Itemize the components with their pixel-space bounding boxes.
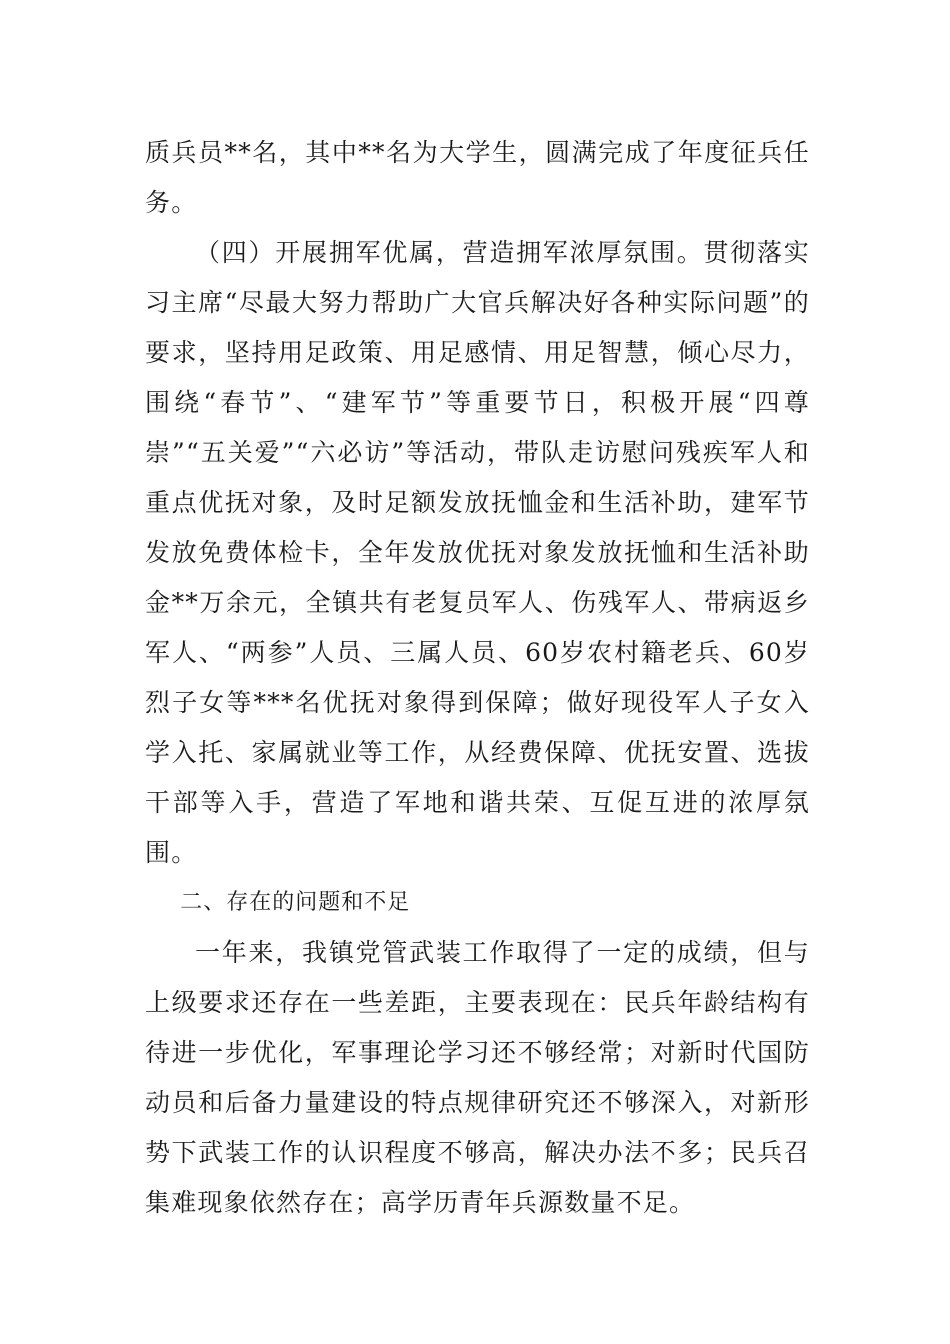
document-body <box>145 128 810 1228</box>
section-heading-problems: 二、存在的问题和不足 <box>180 890 411 915</box>
paragraph-support-military: （四）开展拥军优属，营造拥军浓厚氛围。贯彻落实习主席“尽最大努力帮助广大官兵解决好各种实际问题”的要求，坚持用足政策、用足感情、用足智慧，倾心尽力，围绕“春节”、“建军节”等重要节日，积极开展“四尊崇”“五关爱”“六必访”等活动，带队走访慰问残疾军人和重点优抚对象，及时足额发放抚恤金和生活补助，建军节发放免费体检卡，全年发放优抚对象发放抚恤和生活补助金**万余元，全镇共有老复员军人、伤残军人、带病返乡军人、“两参”人员、三属人员、60岁农村籍老兵、60岁烈子女等***名优抚对象得到保障；做好现役军人子女入学入托、家属就业等工作，从经费保障、优抚安置、选拔干部等入手，营造了军地和谐共荣、互促互进的浓厚氛围。 <box>145 238 810 867</box>
paragraph-continuation: 质兵员**名，其中**名为大学生，圆满完成了年度征兵任务。 <box>145 138 810 217</box>
paragraph-problems: 一年来，我镇党管武装工作取得了一定的成绩，但与上级要求还存在一些差距，主要表现在：民兵年龄结构有待进一步优化，军事理论学习还不够经常；对新时代国防动员和后备力量建设的特点规律研究还不够深入，对新形势下武装工作的认识程度不够高，解决办法不多；民兵召集难现象依然存在；高学历青年兵源数量不足。 <box>145 938 810 1217</box>
